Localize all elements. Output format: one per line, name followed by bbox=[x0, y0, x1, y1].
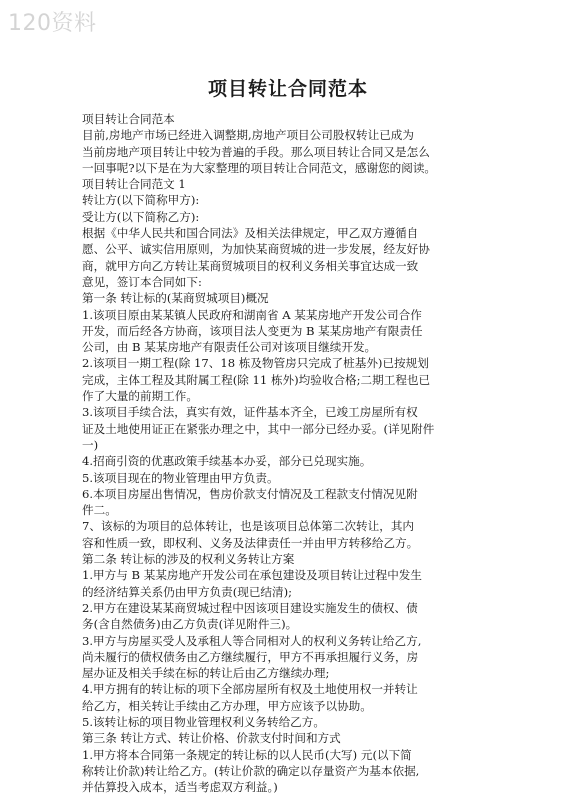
text-line: 称转让价款)转让给乙方。(转让价款的确定以存量资产为基本依据, bbox=[82, 763, 420, 778]
text-line: 的经济结算关系仍由甲方负责(现已结清); bbox=[82, 584, 293, 599]
text-line: 公司，由 B 某某房地产有限责任公司对该项目继续开发。 bbox=[82, 340, 377, 355]
watermark: 120资料 bbox=[8, 11, 97, 36]
text-line: 1.甲方将本合同第一条规定的转让标的以人民币(大写) 元(以下简 bbox=[82, 747, 412, 762]
text-line: 商，就甲方向乙方转让某商贸城项目的权利义务相关事宜达成一致 bbox=[82, 258, 419, 273]
text-line: 7、该标的为项目的总体转让，也是该项目总体第二次转让，其内 bbox=[82, 519, 415, 534]
text-line: 5.该转让标的项目物业管理权利义务转给乙方。 bbox=[82, 714, 325, 729]
text-line: 项目转让合同范本 bbox=[82, 112, 175, 126]
text-line: 一) bbox=[82, 437, 99, 452]
text-line: 受让方(以下简称乙方): bbox=[82, 209, 200, 224]
text-line: 转让方(以下简称甲方): bbox=[82, 193, 200, 208]
text-line: 给乙方，相关转让手续由乙方办理，甲方应该予以协助。 bbox=[82, 698, 372, 713]
page-title: 项目转让合同范本 bbox=[207, 78, 368, 100]
text-line: 屋办证及相关手续在标的转让后由乙方继续办理; bbox=[82, 666, 330, 681]
text-line: 目前,房地产市场已经进入调整期,房地产项目公司股权转让已成为 bbox=[82, 128, 414, 143]
text-line: 2.甲方在建设某某商贸城过程中因该项目建设实施发生的债权、债 bbox=[82, 600, 418, 615]
text-line: 一回事呢?以下是在为大家整理的项目转让合同范文，感谢您的阅读。 bbox=[82, 160, 437, 175]
text-line: 开发，而后经各方协商，该项目法人变更为 B 某某房地产有限责任 bbox=[82, 323, 423, 338]
text-line: 当前房地产项目转让中较为普遍的手段。那么项目转让合同又是怎么 bbox=[82, 144, 430, 159]
text-line: 根据《中华人民共和国合同法》及相关法律规定，甲乙双方遵循自 bbox=[82, 226, 419, 241]
text-line: 第二条 转让标的涉及的权利义务转让方案 bbox=[82, 552, 295, 567]
text-line: 并估算投入成本，适当考虑双方利益。) bbox=[82, 780, 278, 795]
text-line: 尚未履行的债权债务由乙方继续履行，甲方不再承担履行义务，房 bbox=[82, 649, 419, 664]
text-line: 5.该项目现在的物业管理由甲方负责。 bbox=[82, 470, 279, 485]
text-line: 务(含自然债务)由乙方负责(详见附件三)。 bbox=[82, 617, 298, 632]
text-line: 项目转让合同范文 1 bbox=[82, 177, 186, 192]
text-line: 作了大量的前期工作。 bbox=[82, 389, 198, 404]
text-line: 3.甲方与房屋买受人及承租人等合同相对人的权利义务转让给乙方, bbox=[82, 633, 422, 648]
text-line: 证及土地使用证正在紧张办理之中，其中一部分已经办妥。(详见附件 bbox=[82, 421, 435, 436]
text-line: 第三条 转让方式、转让价格、价款支付时间和方式 bbox=[82, 731, 341, 746]
text-line: 完成，主体工程及其附属工程(除 11 栋外)均验收合格;二期工程也已 bbox=[82, 372, 431, 387]
text-line: 4.招商引资的优惠政策手续基本办妥，部分已兑现实施。 bbox=[82, 454, 372, 469]
text-line: 容和性质一致，即权利、义务及法律责任一并由甲方转移给乙方。 bbox=[82, 535, 419, 550]
text-line: 愿、公平、诚实信用原则，为加快某商贸城的进一步发展，经友好协 bbox=[82, 242, 430, 257]
text-line: 意见，签订本合同如下: bbox=[82, 274, 202, 289]
text-line: 3.该项目手续合法，真实有效，证件基本齐全，已竣工房屋所有权 bbox=[82, 405, 418, 420]
text-line: 6.本项目房屋出售情况，售房价款支付情况及工程款支付情况见附 bbox=[82, 486, 418, 501]
text-line: 件二。 bbox=[82, 503, 117, 518]
text-line: 1.该项目原由某某镇人民政府和湖南省 A 某某房地产开发公司合作 bbox=[82, 307, 422, 322]
document-body bbox=[82, 74, 494, 795]
text-line: 1.甲方与 B 某某房地产开发公司在承包建设及项目转让过程中发生 bbox=[82, 568, 422, 583]
text-line: 4.甲方拥有的转让标的项下全部房屋所有权及土地使用权一并转让 bbox=[82, 682, 418, 697]
text-line: 2.该项目一期工程(除 17、18 栋及物管房只完成了桩基外)已按规划 bbox=[82, 356, 429, 371]
paragraph-block bbox=[82, 111, 494, 795]
text-line: 第一条 转让标的(某商贸城项目)概况 bbox=[82, 291, 269, 306]
